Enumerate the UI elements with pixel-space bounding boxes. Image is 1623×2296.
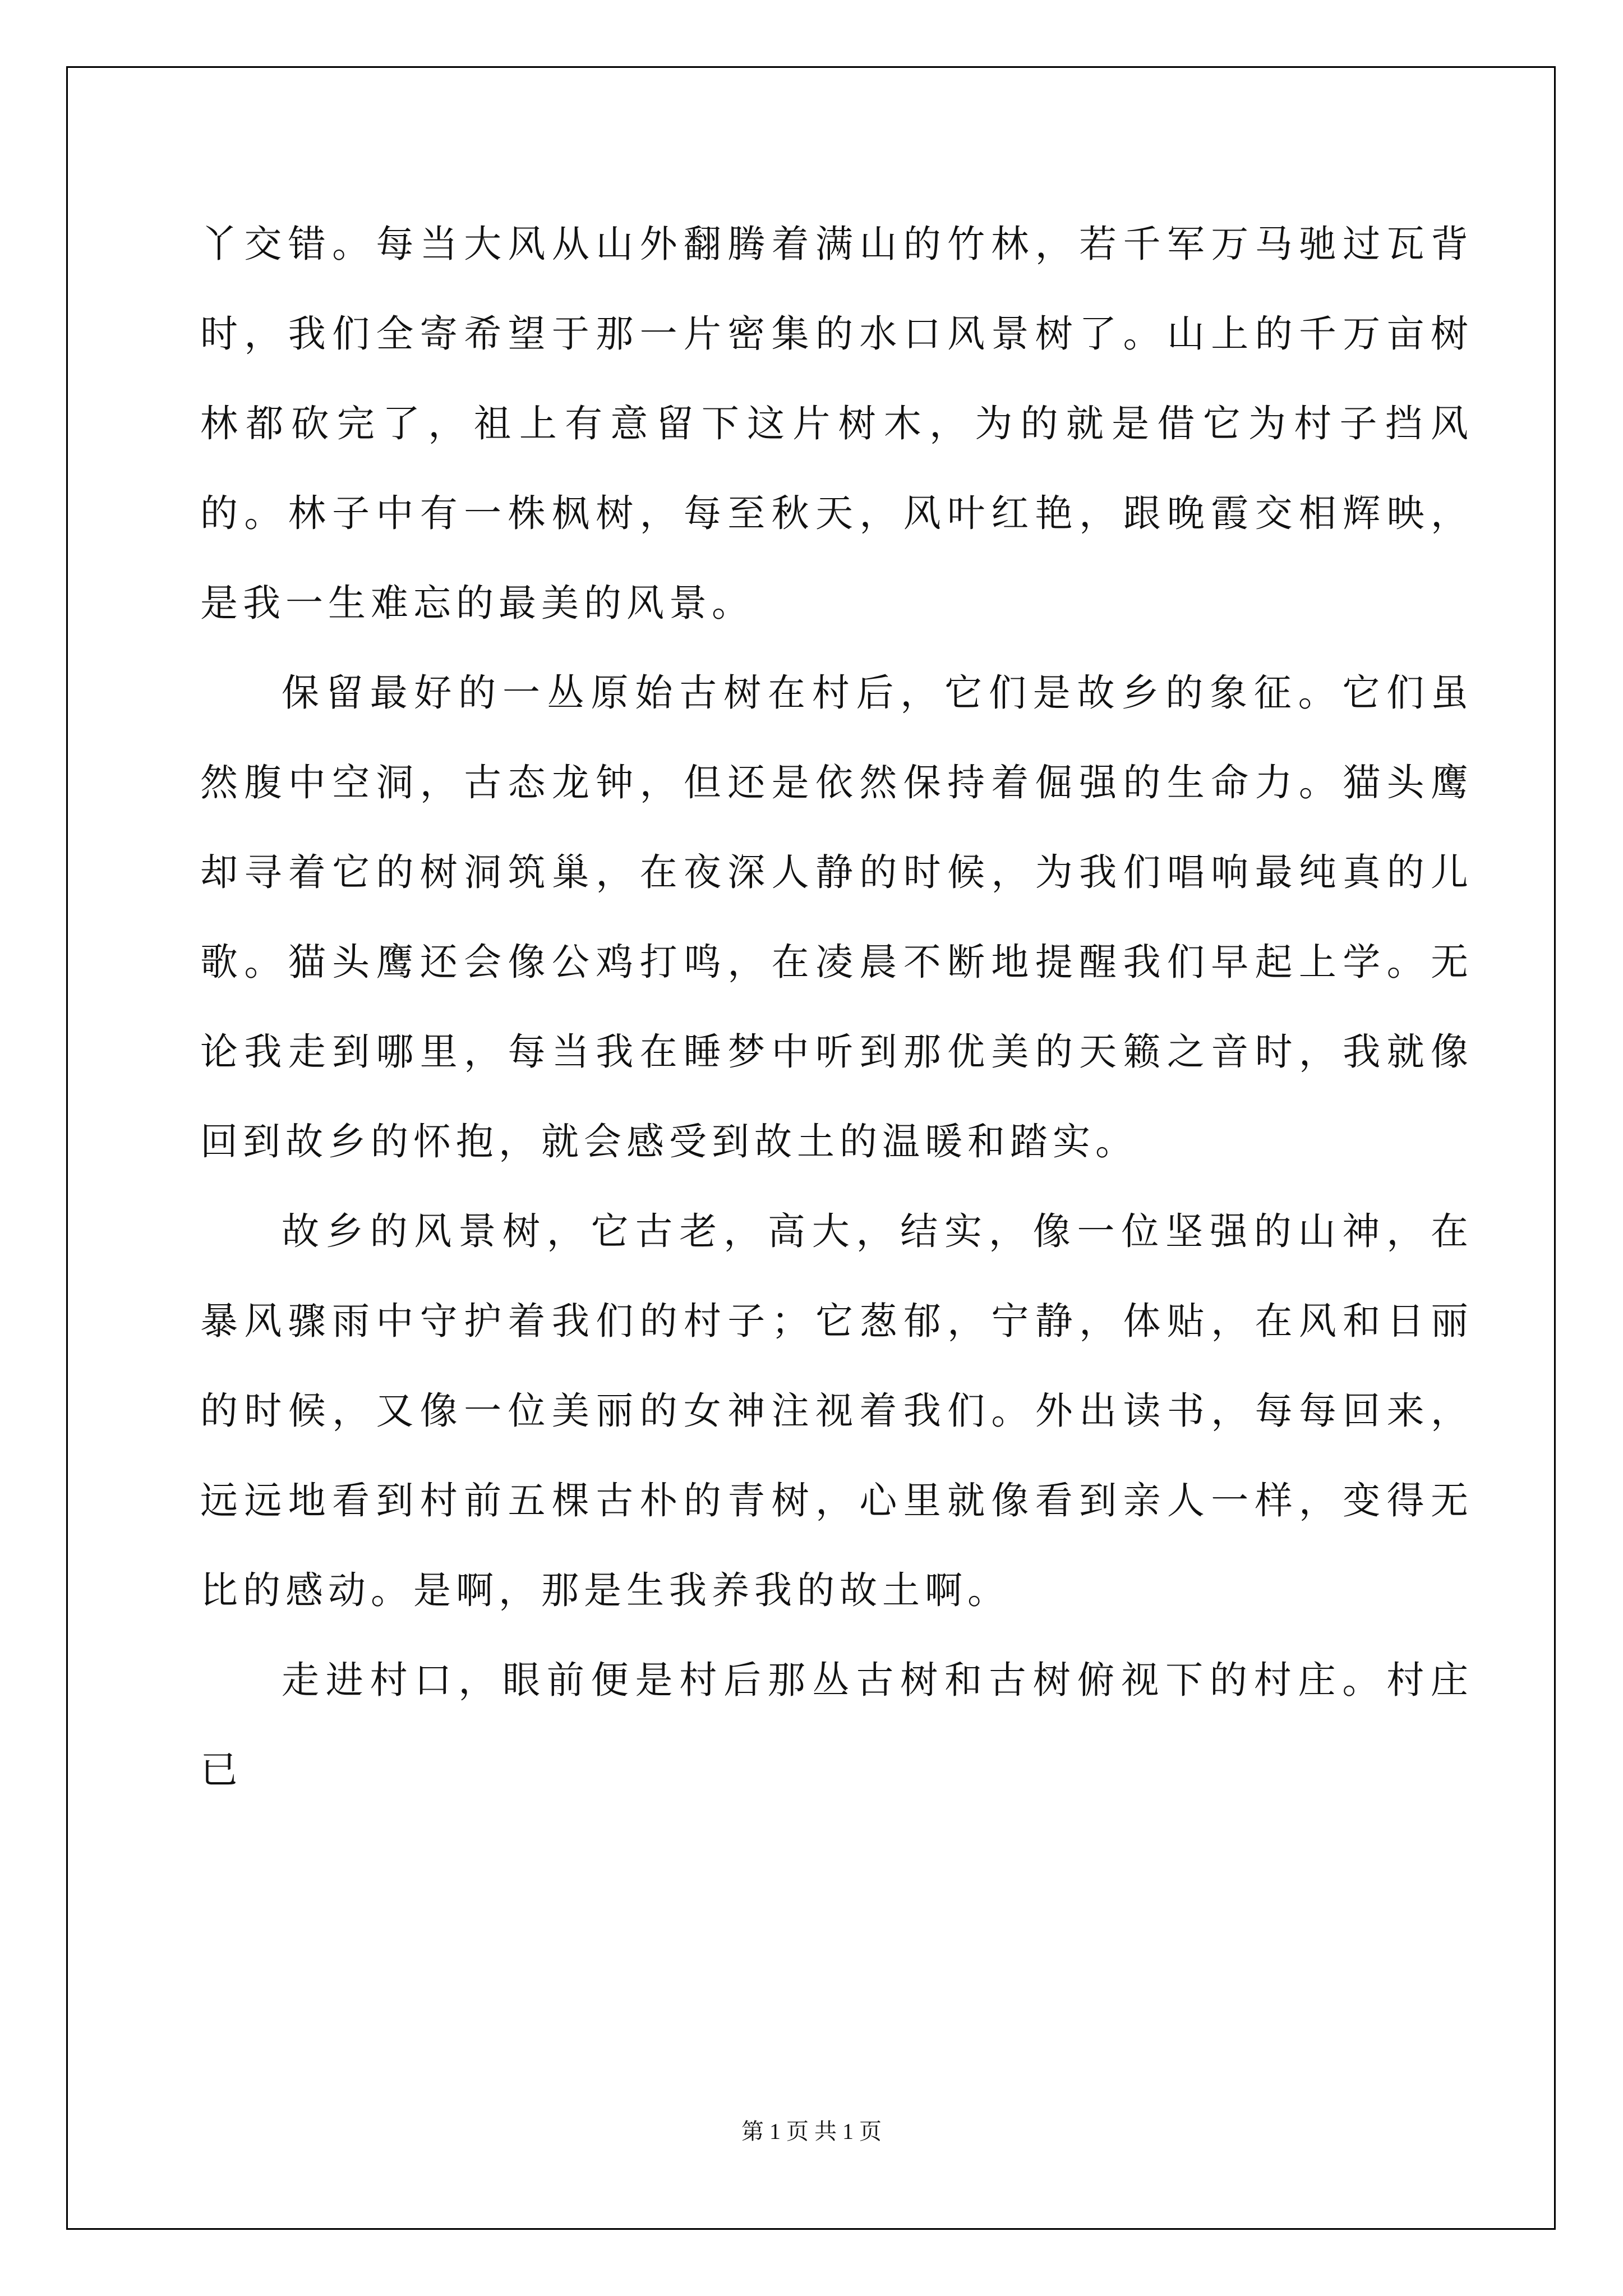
paragraph: 故乡的风景树，它古老，高大，结实，像一位坚强的山神，在暴风骤雨中守护着我们的村子；它葱郁，宁静，体贴，在风和日丽的时候，又像一位美丽的女神注视着我们。外出读书，每每回来，远远地看到村前五棵古朴的青树，心里就像看到亲人一样，变得无比的感动。是啊，那是生我养我的故土啊。 bbox=[200, 1209, 1473, 1612]
paragraph: 保留最好的一丛原始古树在村后，它们是故乡的象征。它们虽然腹中空洞，古态龙钟，但还是依然保持着倔强的生命力。猫头鹰却寻着它的树洞筑巢，在夜深人静的时候，为我们唱响最纯真的儿歌。猫头鹰还会像公鸡打鸣，在凌晨不断地提醒我们早起上学。无论我走到哪里，每当我在睡梦中听到那优美的天籁之音时，我就像回到故乡的怀抱，就会感受到故土的温暖和踏实。 bbox=[200, 671, 1473, 1163]
paragraph: 丫交错。每当大风从山外翻腾着满山的竹林，若千军万马驰过瓦背时，我们全寄希望于那一片密集的水口风景树了。山上的千万亩树林都砍完了，祖上有意留下这片树木，为的就是借它为村子挡风的。林子中有一株枫树，每至秋天，风叶红艳，跟晚霞交相辉映，是我一生难忘的最美的风景。 bbox=[200, 222, 1473, 625]
page-number-footer: 第 1 页 共 1 页 bbox=[741, 2119, 882, 2144]
document-body bbox=[200, 199, 1473, 1815]
paragraph: 走进村口，眼前便是村后那丛古树和古树俯视下的村庄。村庄已 bbox=[200, 1658, 1473, 1792]
